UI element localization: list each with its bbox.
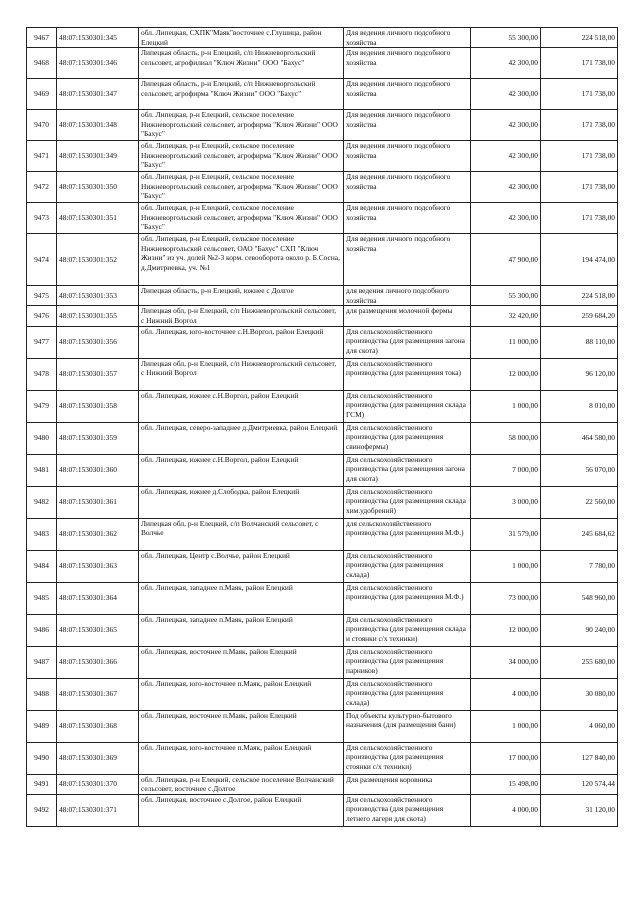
cell-row-number: 9475 bbox=[27, 286, 57, 306]
cell-row-number: 9478 bbox=[27, 358, 57, 390]
cell-address: обл. Липецкая, западнее п.Маяк, район Елецкий bbox=[139, 614, 344, 646]
table-row bbox=[27, 286, 618, 306]
cell-cadastral-number: 48:07:1530301:366 bbox=[57, 646, 139, 678]
cell-area: 11 000,00 bbox=[471, 326, 541, 358]
cell-area: 1 000,00 bbox=[471, 390, 541, 422]
cell-permitted-use: Под объекты культурно-бытового назначения (для размещения бани) bbox=[344, 710, 471, 742]
cell-cadastral-value: 120 574,44 bbox=[541, 774, 618, 794]
table-row bbox=[27, 646, 618, 678]
cell-permitted-use: Для ведения личного подсобного хозяйства bbox=[344, 28, 471, 48]
cell-cadastral-number: 48:07:1530301:350 bbox=[57, 172, 139, 203]
table-row bbox=[27, 326, 618, 358]
cell-area: 31 579,00 bbox=[471, 518, 541, 550]
cell-permitted-use: Для сельскохозяйственного производства (для размещения М.Ф.) bbox=[344, 582, 471, 614]
table-row bbox=[27, 518, 618, 550]
table-body bbox=[27, 28, 618, 827]
cell-cadastral-value: 88 110,00 bbox=[541, 326, 618, 358]
table-row bbox=[27, 358, 618, 390]
cell-cadastral-value: 4 060,00 bbox=[541, 710, 618, 742]
table-row bbox=[27, 203, 618, 234]
cell-address: обл. Липецкая, восточнее с.Долгое, район Елецкий bbox=[139, 794, 344, 826]
table-row bbox=[27, 141, 618, 172]
cell-cadastral-number: 48:07:1530301:347 bbox=[57, 79, 139, 110]
cell-cadastral-number: 48:07:1530301:370 bbox=[57, 774, 139, 794]
cell-permitted-use: для размещения молочной фермы bbox=[344, 306, 471, 326]
cell-address: Липецкая обл, р-н Елецкий, с/п Нижневоргольский сельсовет, с Нижний Воргол bbox=[139, 306, 344, 326]
cell-cadastral-number: 48:07:1530301:360 bbox=[57, 454, 139, 486]
cell-address: обл. Липецкая, южнее с.Н.Воргол, район Елецкий bbox=[139, 390, 344, 422]
land-plots-table bbox=[26, 27, 618, 827]
table-row bbox=[27, 234, 618, 286]
cell-address: обл. Липецкая, р-н Елецкий, сельское поселение Волчанский сельсовет, восточнее с.Долгое bbox=[139, 774, 344, 794]
table-row bbox=[27, 582, 618, 614]
cell-cadastral-number: 48:07:1530301:346 bbox=[57, 48, 139, 79]
cell-address: обл. Липецкая, юго-восточнее с.Н.Воргол, район Елецкий bbox=[139, 326, 344, 358]
cell-cadastral-value: 171 738,00 bbox=[541, 141, 618, 172]
cell-cadastral-value: 7 780,00 bbox=[541, 550, 618, 582]
cell-cadastral-value: 171 738,00 bbox=[541, 203, 618, 234]
cell-cadastral-value: 8 010,00 bbox=[541, 390, 618, 422]
cell-row-number: 9472 bbox=[27, 172, 57, 203]
cell-area: 42 300,00 bbox=[471, 79, 541, 110]
cell-area: 47 900,00 bbox=[471, 234, 541, 286]
table-row bbox=[27, 678, 618, 710]
cell-row-number: 9491 bbox=[27, 774, 57, 794]
cell-permitted-use: Для размещения коровника bbox=[344, 774, 471, 794]
cell-row-number: 9469 bbox=[27, 79, 57, 110]
cell-cadastral-value: 171 738,00 bbox=[541, 172, 618, 203]
table-row bbox=[27, 110, 618, 141]
cell-cadastral-value: 194 474,00 bbox=[541, 234, 618, 286]
cell-cadastral-number: 48:07:1530301:367 bbox=[57, 678, 139, 710]
cell-area: 4 000,00 bbox=[471, 794, 541, 826]
cell-permitted-use: Для ведения личного подсобного хозяйства bbox=[344, 141, 471, 172]
cell-permitted-use: Для сельскохозяйственного производства (для размещения тока) bbox=[344, 358, 471, 390]
cell-address: обл. Липецкая, Центр с.Волчье, район Елецкий bbox=[139, 550, 344, 582]
cell-area: 42 300,00 bbox=[471, 172, 541, 203]
cell-cadastral-number: 48:07:1530301:351 bbox=[57, 203, 139, 234]
cell-area: 55 300,00 bbox=[471, 28, 541, 48]
cell-area: 1 000,00 bbox=[471, 710, 541, 742]
cell-cadastral-number: 48:07:1530301:363 bbox=[57, 550, 139, 582]
cell-cadastral-number: 48:07:1530301:348 bbox=[57, 110, 139, 141]
table-row bbox=[27, 28, 618, 48]
cell-cadastral-number: 48:07:1530301:355 bbox=[57, 306, 139, 326]
cell-cadastral-value: 30 080,00 bbox=[541, 678, 618, 710]
table-row bbox=[27, 486, 618, 518]
cell-row-number: 9490 bbox=[27, 742, 57, 774]
cell-address: обл. Липецкая, западнее п.Маяк, район Елецкий bbox=[139, 582, 344, 614]
cell-address: обл. Липецкая, р-н Елецкий, сельское поселение Нижневоргольский сельсовет, агрофирма "Ключ Жизни" ООО "Бахус" bbox=[139, 141, 344, 172]
cell-cadastral-number: 48:07:1530301:368 bbox=[57, 710, 139, 742]
cell-address: Липецкая область, р-н Елецкий, с/п Нижневоргольский сельсовет, агрофилиал "Ключ Жизни" ООО "Бахус" bbox=[139, 48, 344, 79]
cell-address: обл. Липецкая, восточнее п.Маяк, район Елецкий bbox=[139, 710, 344, 742]
cell-cadastral-value: 127 840,00 bbox=[541, 742, 618, 774]
table-row bbox=[27, 550, 618, 582]
cell-permitted-use: Для сельскохозяйственного производства (для размещения загона для скота) bbox=[344, 454, 471, 486]
table-row bbox=[27, 742, 618, 774]
cell-cadastral-number: 48:07:1530301:359 bbox=[57, 422, 139, 454]
cell-cadastral-value: 259 684,20 bbox=[541, 306, 618, 326]
cell-permitted-use: Для ведения личного подсобного хозяйства bbox=[344, 48, 471, 79]
cell-permitted-use: Для ведения личного подсобного хозяйства bbox=[344, 234, 471, 286]
table-row bbox=[27, 774, 618, 794]
table-row bbox=[27, 614, 618, 646]
table-row bbox=[27, 306, 618, 326]
cell-row-number: 9479 bbox=[27, 390, 57, 422]
cell-area: 4 000,00 bbox=[471, 678, 541, 710]
cell-area: 32 420,00 bbox=[471, 306, 541, 326]
cell-cadastral-number: 48:07:1530301:345 bbox=[57, 28, 139, 48]
cell-row-number: 9474 bbox=[27, 234, 57, 286]
cell-row-number: 9484 bbox=[27, 550, 57, 582]
cell-cadastral-number: 48:07:1530301:356 bbox=[57, 326, 139, 358]
cell-permitted-use: Для сельскохозяйственного производства (для размещения склада) bbox=[344, 678, 471, 710]
cell-cadastral-value: 22 560,00 bbox=[541, 486, 618, 518]
cell-address: обл. Липецкая, р-н Елецкий, сельское поселение Нижневоргольский сельсовет, агрофирма "Ключ Жизни" ООО "Бахус" bbox=[139, 203, 344, 234]
cell-row-number: 9488 bbox=[27, 678, 57, 710]
cell-permitted-use: Для сельскохозяйственного производства (для размещения летнего лагеря для скота) bbox=[344, 794, 471, 826]
cell-address: обл. Липецкая, р-н Елецкий, сельское поселение Нижневоргольский сельсовет, ОАО "Бахус" СХП "Ключ Жизни" из уч. долей №2-3 корм. севооборота около р. Б.Сосна, д.Дмитриевка, уч. №1 bbox=[139, 234, 344, 286]
cell-row-number: 9486 bbox=[27, 614, 57, 646]
table-row bbox=[27, 79, 618, 110]
table-row bbox=[27, 454, 618, 486]
cell-cadastral-value: 171 738,00 bbox=[541, 110, 618, 141]
cell-row-number: 9471 bbox=[27, 141, 57, 172]
cell-permitted-use: Для ведения личного подсобного хозяйства bbox=[344, 172, 471, 203]
cell-address: обл. Липецкая, юго-восточнее п.Маяк, район Елецкий bbox=[139, 742, 344, 774]
cell-cadastral-value: 90 240,00 bbox=[541, 614, 618, 646]
cell-cadastral-number: 48:07:1530301:362 bbox=[57, 518, 139, 550]
cell-area: 42 300,00 bbox=[471, 203, 541, 234]
cell-area: 42 300,00 bbox=[471, 110, 541, 141]
document-page bbox=[26, 27, 617, 827]
cell-row-number: 9470 bbox=[27, 110, 57, 141]
cell-row-number: 9485 bbox=[27, 582, 57, 614]
cell-cadastral-value: 464 580,00 bbox=[541, 422, 618, 454]
cell-area: 17 000,00 bbox=[471, 742, 541, 774]
table-row bbox=[27, 710, 618, 742]
cell-permitted-use: Для сельскохозяйственного производства (для размещения склада хим.удобрений) bbox=[344, 486, 471, 518]
cell-permitted-use: Для сельскохозяйственного производства (для размещения склада и стоянки с/х техники) bbox=[344, 614, 471, 646]
cell-address: обл. Липецкая, южнее с.Н.Воргол, район Елецкий bbox=[139, 454, 344, 486]
cell-address: обл. Липецкая, р-н Елецкий, сельское поселение Нижневоргольский сельсовет, агрофирма "Ключ Жизни" ООО "Бахус" bbox=[139, 172, 344, 203]
cell-row-number: 9487 bbox=[27, 646, 57, 678]
cell-address: Липецкая область, р-н Елецкий, с/п Нижневоргольский сельсовет, агрофирма "Ключ Жизни" ООО "Бахус" bbox=[139, 79, 344, 110]
cell-area: 55 300,00 bbox=[471, 286, 541, 306]
cell-permitted-use: Для ведения личного подсобного хозяйства bbox=[344, 79, 471, 110]
cell-cadastral-value: 224 518,00 bbox=[541, 286, 618, 306]
cell-cadastral-value: 224 518,00 bbox=[541, 28, 618, 48]
cell-address: обл. Липецкая, северо-западнее д.Дмитриевка, район Елецкий bbox=[139, 422, 344, 454]
cell-permitted-use: для ведения личного подсобного хозяйства bbox=[344, 286, 471, 306]
table-row bbox=[27, 48, 618, 79]
cell-cadastral-number: 48:07:1530301:369 bbox=[57, 742, 139, 774]
cell-permitted-use: Для сельскохозяйственного производства (для размещения свинофермы) bbox=[344, 422, 471, 454]
cell-address: обл. Липецкая, СХПК"Маяк"восточнее с.Глушица, район Елецкий bbox=[139, 28, 344, 48]
table-row bbox=[27, 172, 618, 203]
cell-cadastral-value: 96 120,00 bbox=[541, 358, 618, 390]
cell-row-number: 9476 bbox=[27, 306, 57, 326]
cell-cadastral-value: 171 738,00 bbox=[541, 48, 618, 79]
table-row bbox=[27, 422, 618, 454]
cell-row-number: 9489 bbox=[27, 710, 57, 742]
cell-row-number: 9480 bbox=[27, 422, 57, 454]
cell-row-number: 9482 bbox=[27, 486, 57, 518]
cell-cadastral-number: 48:07:1530301:357 bbox=[57, 358, 139, 390]
cell-address: обл. Липецкая, р-н Елецкий, сельское поселение Нижневоргольский сельсовет, агрофирма "Ключ Жизни" ООО "Бахус" bbox=[139, 110, 344, 141]
table-row bbox=[27, 390, 618, 422]
cell-area: 7 000,00 bbox=[471, 454, 541, 486]
cell-address: обл. Липецкая, южнее д.Слободка, район Елецкий bbox=[139, 486, 344, 518]
cell-cadastral-value: 245 684,62 bbox=[541, 518, 618, 550]
cell-permitted-use: Для ведения личного подсобного хозяйства bbox=[344, 110, 471, 141]
cell-area: 42 300,00 bbox=[471, 48, 541, 79]
cell-area: 12 000,00 bbox=[471, 614, 541, 646]
cell-cadastral-number: 48:07:1530301:365 bbox=[57, 614, 139, 646]
cell-area: 1 000,00 bbox=[471, 550, 541, 582]
cell-cadastral-number: 48:07:1530301:353 bbox=[57, 286, 139, 306]
cell-area: 12 000,00 bbox=[471, 358, 541, 390]
cell-address: Липецкая обл, р-н Елецкий, с/п Нижневоргольский сельсовет, с Нижний Воргол bbox=[139, 358, 344, 390]
cell-cadastral-value: 548 960,00 bbox=[541, 582, 618, 614]
cell-permitted-use: для сельскохозяйственного производства (для размещения М.Ф.) bbox=[344, 518, 471, 550]
cell-row-number: 9483 bbox=[27, 518, 57, 550]
cell-address: обл. Липецкая, юго-восточнее п.Маяк, район Елецкий bbox=[139, 678, 344, 710]
cell-row-number: 9492 bbox=[27, 794, 57, 826]
cell-cadastral-number: 48:07:1530301:349 bbox=[57, 141, 139, 172]
cell-cadastral-value: 31 120,00 bbox=[541, 794, 618, 826]
cell-cadastral-number: 48:07:1530301:358 bbox=[57, 390, 139, 422]
cell-row-number: 9477 bbox=[27, 326, 57, 358]
cell-row-number: 9468 bbox=[27, 48, 57, 79]
cell-cadastral-value: 171 738,00 bbox=[541, 79, 618, 110]
cell-permitted-use: Для сельскохозяйственного производства (для размещения стоянки с/х техники) bbox=[344, 742, 471, 774]
cell-row-number: 9467 bbox=[27, 28, 57, 48]
cell-address: Липецкая область, р-н Елецкий, южнее с Долгое bbox=[139, 286, 344, 306]
cell-area: 58 000,00 bbox=[471, 422, 541, 454]
cell-cadastral-number: 48:07:1530301:361 bbox=[57, 486, 139, 518]
cell-area: 15 498,00 bbox=[471, 774, 541, 794]
cell-permitted-use: Для ведения личного подсобного хозяйства bbox=[344, 203, 471, 234]
cell-cadastral-number: 48:07:1530301:371 bbox=[57, 794, 139, 826]
cell-cadastral-number: 48:07:1530301:364 bbox=[57, 582, 139, 614]
cell-address: обл. Липецкая, восточнее п.Маяк, район Елецкий bbox=[139, 646, 344, 678]
cell-permitted-use: Для сельскохозяйственного производства (для размещения загона для скота) bbox=[344, 326, 471, 358]
cell-cadastral-value: 255 680,00 bbox=[541, 646, 618, 678]
cell-area: 42 300,00 bbox=[471, 141, 541, 172]
cell-permitted-use: Для сельскохозяйственного производства (для размещения склада ГСМ) bbox=[344, 390, 471, 422]
cell-area: 3 000,00 bbox=[471, 486, 541, 518]
cell-permitted-use: Для сельскохозяйственного производства (для размещения склада) bbox=[344, 550, 471, 582]
cell-address: Липецкая обл, р-н Елецкий, с/п Волчанский сельсовет, с Волчье bbox=[139, 518, 344, 550]
cell-permitted-use: Для сельскохозяйственного производства (для размещения парников) bbox=[344, 646, 471, 678]
cell-row-number: 9473 bbox=[27, 203, 57, 234]
cell-cadastral-number: 48:07:1530301:352 bbox=[57, 234, 139, 286]
cell-area: 73 000,00 bbox=[471, 582, 541, 614]
table-row bbox=[27, 794, 618, 826]
cell-area: 34 000,00 bbox=[471, 646, 541, 678]
cell-cadastral-value: 56 070,00 bbox=[541, 454, 618, 486]
cell-row-number: 9481 bbox=[27, 454, 57, 486]
